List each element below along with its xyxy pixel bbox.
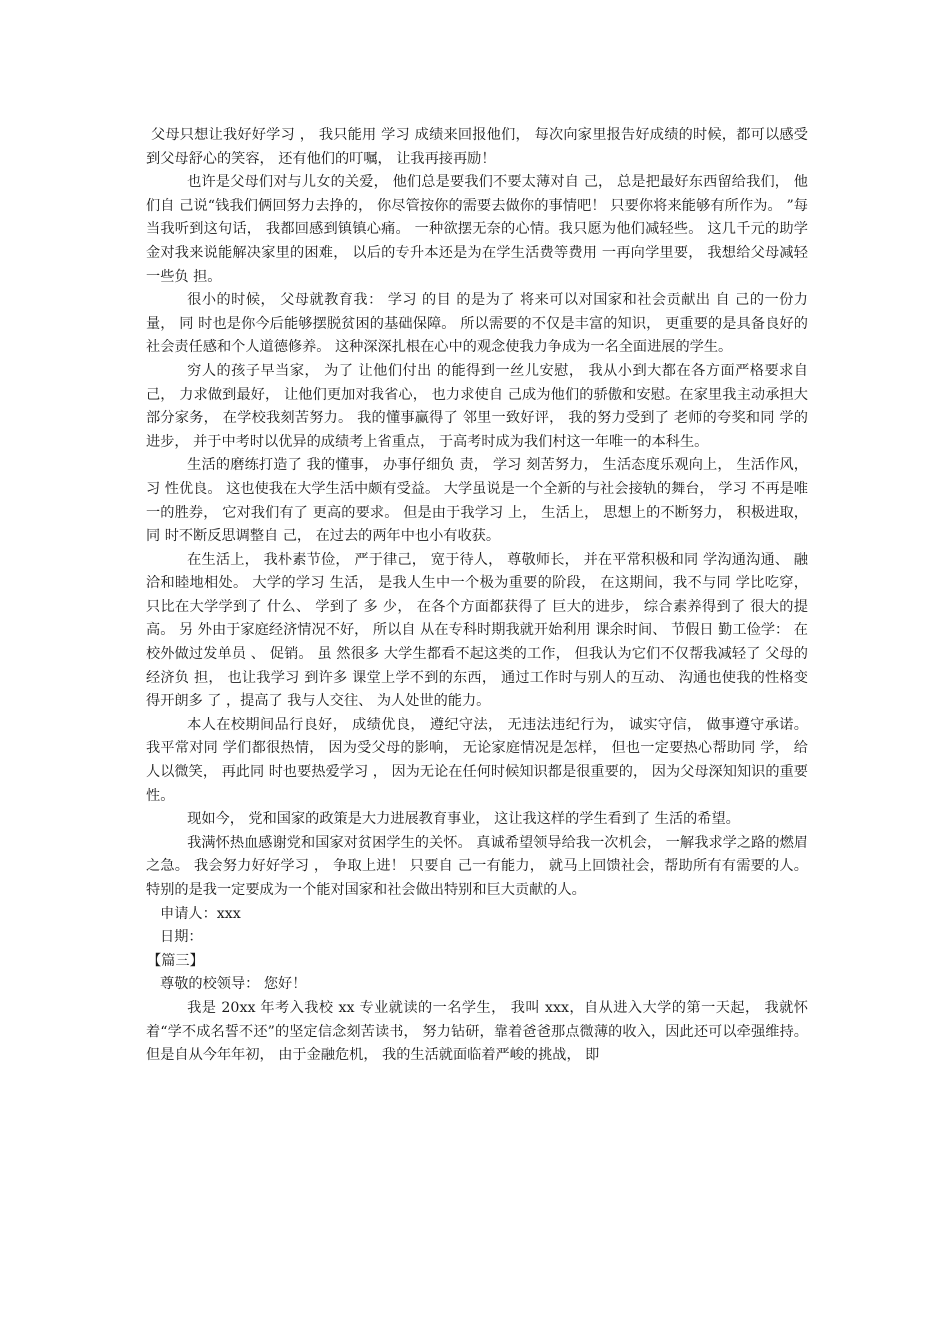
paragraph-conduct: 本人在校期间品行良好， 成绩优良， 遵纪守法， 无违法违纪行为， 诚实守信， 做事遵守承诺。 我平常对同 学们都很热情， 因为受父母的影响， 无论家庭情况是怎样， 但也一定要热心帮助同 学， 给人以微笑， 再此同 时也要热爱学习 ， 因为无论在任何时候知识都是很重要的， 因为父母深知知识的重要性。 <box>146 716 808 804</box>
section-title: 【篇三】 <box>147 952 204 969</box>
paragraph-college-life: 在生活上， 我朴素节俭， 严于律己， 宽于待人， 尊敬师长， 并在平常积极和同 学沟通沟通、 融洽和睦地相处。 大学的学习 生活， 是我人生中一个极为重要的阶段， 在这期间，我不与同 学比吃穿， 只比在大学学到了 什么、 学到了 多 少， 在各个方面都获得了 巨大的进步， 综合素养得到了 很大的提高。 另 外由于家庭经济情况不好， 所以自 从在专科时期我就开始利用 课余时间、 节假日 勤工俭学： 在校外做过发单员 、 促销。 虽 然很多 大学生都看不起这类的工作， 但我认为它们不仅帮我减轻了 父母的经济负 担， 也让我学习 到许多 课堂上学不到的东西， 通过工作时与别人的互动、 沟通也使我的性格变得开朗多 了 ，提高了 我与人交往、 为人处世的能力。 <box>146 551 808 710</box>
paragraph-life-training: 生活的磨练打造了 我的懂事， 办事仔细负 责， 学习 刻苦努力， 生活态度乐观向上， 生活作风， 习 性优良。 这也使我在大学生活中颇有受益。 大学虽说是一个全新的与社会接轨的舞台， 学习 不再是唯一的胜券， 它对我们有了 更高的要求。 但是由于我学习 上， 生活上， 思想上的不断努力， 积极进取， 同 时不断反思调整自 己， 在过去的两年中也小有收获。 <box>146 457 808 545</box>
paragraph-policy: 现如今， 党和国家的政策是大力进展教育事业， 这让我这样的学生看到了 生活的希望。 <box>187 811 740 828</box>
document-body <box>146 124 808 1068</box>
paragraph-childhood-education: 很小的时候， 父母就教育我： 学习 的目 的是为了 将来可以对国家和社会贡献出 自 己的一份力量， 同 时也是你今后能够摆脱贫困的基础保障。 所以需要的不仅是丰富的知识， 更重要的是具备良好的社会责任感和个人道德修养。 这种深深扎根在心中的观念使我力争成为一名全面进展的学生。 <box>146 292 808 356</box>
applicant-line: 申请人：xxx <box>160 905 241 922</box>
paragraph-introduction: 我是 20xx 年考入我校 xx 专业就读的一名学生， 我叫 xxx，自从进入大学的第一天起， 我就怀着“学不成名誓不还”的坚定信念刻苦读书， 努力钻研，靠着爸爸那点微薄的收入，因此还可以牵强维持。 但是自从今年年初， 由于金融危机， 我的生活就面临着严峻的挑战， 即 <box>146 999 808 1064</box>
greeting-line: 尊敬的校领导： 您好！ <box>160 976 307 993</box>
paragraph-parents-love: 也许是父母们对与儿女的关爱， 他们总是要我们不要太薄对自 己， 总是把最好东西留给我们， 他们自 己说“钱我们俩回努力去挣的， 你尽管按你的需要去做你的事情吧！ 只要你将来能够有所作为。 ”每当我听到这句话， 我都回感到镇镇心痛。 一种欲摆无奈的心情。我只愿为他们减轻些。 这几千元的助学金对我来说能解决家里的困难， 以后的专升本还是为在学生活费等费用 一再向学里要， 我想给父母减轻一些负 担。 <box>146 174 808 285</box>
date-line: 日期： <box>160 929 203 946</box>
paragraph-parents-study: 父母只想让我好好学习 ， 我只能用 学习 成绩来回报他们， 每次向家里报告好成绩的时候，都可以感受到父母舒心的笑容， 还有他们的叮嘱， 让我再接再励！ <box>146 127 808 167</box>
paragraph-poor-child: 穷人的孩子早当家， 为了 让他们付出 的能得到一丝儿安慰， 我从小到大都在各方面严格要求自 己， 力求做到最好， 让他们更加对我省心， 也力求使自 己成为他们的骄傲和安慰。在家里我主动承担大部分家务， 在学校我刻苦努力。 我的懂事赢得了 邻里一致好评， 我的努力受到了 老师的夸奖和同 学的进步， 并于中考时以优异的成绩考上省重点， 于高考时成为我们村这一年唯一的本科生。 <box>146 362 808 450</box>
paragraph-gratitude: 我满怀热血感谢党和国家对贫困学生的关怀。 真诚希望领导给我一次机会， 一解我求学之路的燃眉之急。 我会努力好好学习 ， 争取上进！ 只要自 己一有能力， 就马上回馈社会，帮助所有有需要的人。 特别的是我一定要成为一个能对国家和社会做出特别和巨大贡献的人。 <box>146 834 808 898</box>
